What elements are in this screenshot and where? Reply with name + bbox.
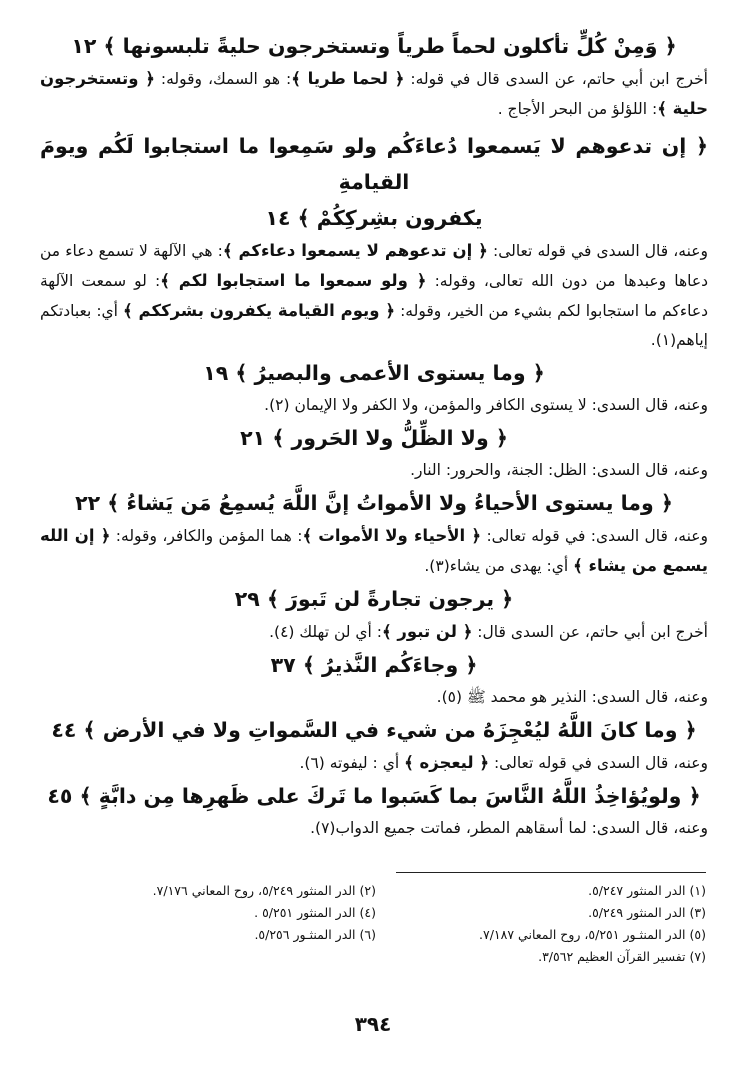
verse-19: ﴿ وما يستوى الأعمى والبصيرُ ﴾ ١٩ (203, 361, 545, 385)
footnote-1: (١) الدر المنثور ٥/٢٤٧. (588, 883, 706, 898)
footnote-6: (٦) الدر المنثـور ٥/٢٥٦. (254, 927, 376, 942)
page-body (40, 28, 708, 843)
commentary-paragraph-5: وعنه، قال السدى: في قوله تعالى: ﴿ الأحياء ولا الأموات ﴾: هما المؤمن والكافر، وقوله: ﴿ إن الله يسمع من يشاء ﴾ أي: يهدى من يشاء(٣). (40, 526, 709, 575)
footnote-2: (٢) الدر المنثور ٥/٢٤٩، روح المعاني ٧/١٧٦. (152, 883, 376, 898)
footnotes (76, 880, 706, 968)
verse-14-line-1: ﴿ إن تدعوهم لا يَسمعوا دُعاءَكُم ولو سَمِعوا ما استجابوا لَكُم ويومَ القيامةِ (40, 134, 708, 194)
verse-21: ﴿ ولا الظِّلُّ ولا الحَرور ﴾ ٢١ (240, 426, 508, 450)
commentary-paragraph-6: أخرج ابن أبي حاتم، عن السدى قال: ﴿ لن تبور ﴾: أي لن تهلك (٤). (269, 622, 708, 641)
footnote-3: (٣) الدر المنثور ٥/٢٤٩. (588, 905, 706, 920)
commentary-paragraph-3: وعنه، قال السدى: لا يستوى الكافر والمؤمن، ولا الكفر ولا الإيمان (٢). (264, 396, 708, 414)
commentary-paragraph-4: وعنه، قال السدى: الظل: الجنة، والحرور: النار. (410, 461, 708, 479)
page-number: ٣٩٤ (354, 1012, 392, 1036)
commentary-paragraph-1: أخرج ابن أبي حاتم، عن السدى قال في قوله: ﴿ لحما طريا ﴾: هو السمك، وقوله: ﴿ وتستخرجون حلية ﴾: اللؤلؤ من البحر الأجاج . (40, 69, 708, 118)
verse-37: ﴿ وجاءَكُم النَّذيرُ ﴾ ٣٧ (270, 653, 478, 677)
commentary-paragraph-2: وعنه، قال السدى في قوله تعالى: ﴿ إن تدعوهم لا يسمعوا دعاءكم ﴾: هي الآلهة لا تسمع دعاء من دعاها وعبدها من دون الله تعالى، وقوله: ﴿ ولو سمعوا ما استجابوا لكم ﴾: لو سمعت الآلهة دعاءكم ما استجابوا لكم بشيء من الخير، وقوله: ﴿ ويوم القيامة يكفرون بشرككم ﴾ أي: بعبادتكم إياهم(١). (40, 241, 708, 349)
verse-14-line-2: يكفرون بشِركِكُمْ ﴾ ١٤ (265, 206, 483, 230)
commentary-paragraph-8: وعنه، قال السدى في قوله تعالى: ﴿ ليعجزه ﴾ أي : ليفوته (٦). (299, 753, 708, 772)
commentary-paragraph-7: وعنه، قال السدى: النذير هو محمد ﷺ (٥). (436, 688, 708, 706)
footnote-5: (٥) الدر المنثـور ٥/٢٥١، روح المعاني ٧/١٨٧. (479, 927, 706, 942)
verse-45: ﴿ ولويُؤاخِذُ اللَّهُ النَّاسَ بما كَسَبوا ما تَركَ على ظَهرِها مِن دابَّةٍ ﴾ ٤٥ (47, 784, 701, 808)
verse-44: ﴿ وما كانَ اللَّهُ ليُعْجِزَهُ من شيء في السَّمواتِ ولا في الأرض ﴾ ٤٤ (51, 718, 697, 742)
footnote-7: (٧) تفسير القرآن العظيم ٣/٥٦٢. (538, 949, 706, 964)
footnote-4: (٤) الدر المنثور ٥/٢٥١ . (254, 905, 376, 920)
verse-12: ﴿ وَمِنْ كُلٍّ تأكلون لحماً طرياً وتستخرجون حليةً تلبسونها ﴾ ١٢ (71, 34, 677, 58)
commentary-paragraph-9: وعنه، قال السدى: لما أسقاهم المطر، فماتت جميع الدواب(٧). (310, 819, 708, 837)
verse-22: ﴿ وما يستوى الأحياءُ ولا الأمواتُ إنَّ اللَّهَ يُسمِعُ مَن يَشاءُ ﴾ ٢٢ (75, 491, 673, 515)
verse-29: ﴿ يرجون تجارةً لن تَبورَ ﴾ ٢٩ (234, 587, 514, 611)
footnote-divider (396, 872, 706, 873)
